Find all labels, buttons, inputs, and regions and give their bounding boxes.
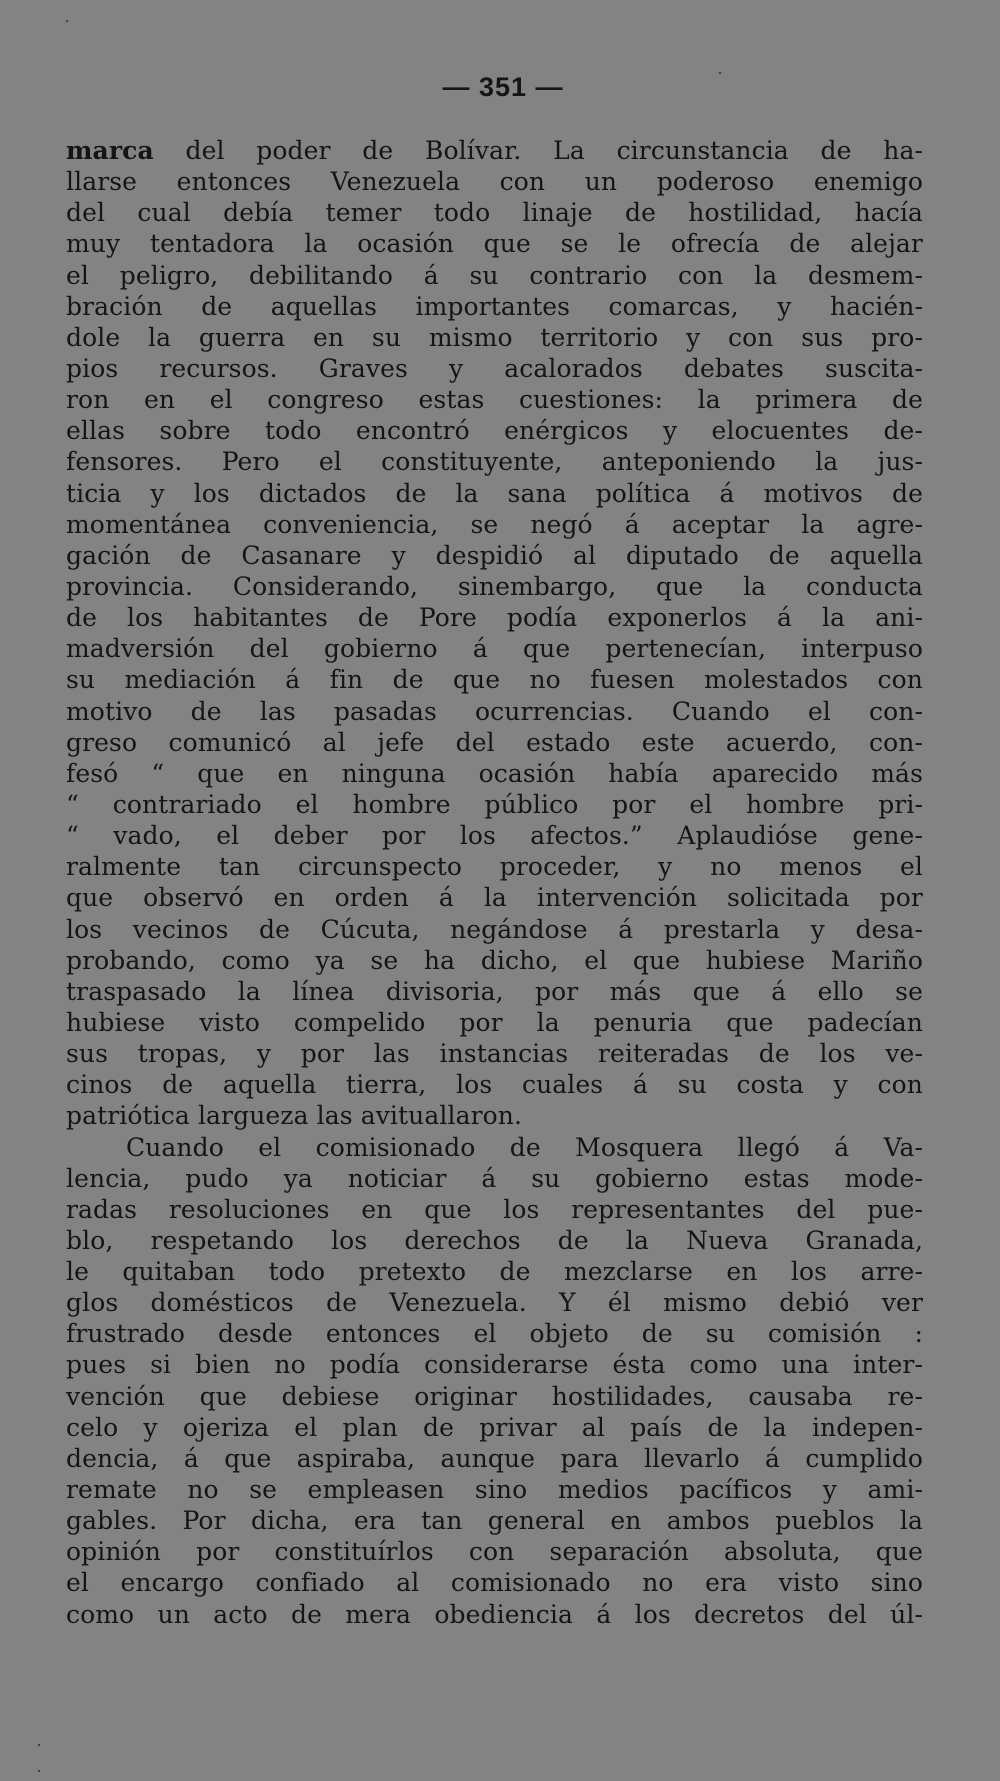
text-line: frustrado desde entonces el objeto de su comisión :	[66, 1319, 923, 1349]
text-line: blo, respetando los derechos de la Nueva Granada,	[66, 1225, 923, 1255]
text-line: le quitaban todo pretexto de mezclarse en los arre-	[66, 1257, 923, 1287]
text-line: “ contrariado el hombre público por el hombre pri-	[66, 789, 923, 819]
paragraph-2	[66, 1132, 923, 1630]
text-line: ron en el congreso estas cuestiones: la primera de	[66, 385, 923, 415]
paper-speck	[66, 20, 68, 22]
paper-speck	[719, 72, 721, 74]
text-line: del cual debía temer todo linaje de hostilidad, hacía	[66, 198, 923, 228]
paper-speck	[38, 1770, 40, 1772]
text-line: gables. Por dicha, era tan general en ambos pueblos la	[66, 1506, 923, 1536]
page-number	[0, 66, 1000, 109]
text-line: opinión por constituírlos con separación absoluta, que	[66, 1537, 923, 1567]
text-line: bración de aquellas importantes comarcas, y hacién-	[66, 291, 923, 321]
text-line: provincia. Considerando, sinembargo, que la conducta	[66, 571, 923, 601]
text-line: “ vado, el deber por los afectos.” Aplaudióse gene-	[66, 821, 923, 851]
text-line: cinos de aquella tierra, los cuales á su costa y con	[66, 1070, 923, 1100]
text-line: los vecinos de Cúcuta, negándose á prestarla y desa-	[66, 914, 923, 944]
text-line: momentánea conveniencia, se negó á aceptar la agre-	[66, 509, 923, 539]
text-line: llarse entonces Venezuela con un poderoso enemigo	[66, 167, 923, 197]
text-line: lencia, pudo ya noticiar á su gobierno estas mode-	[66, 1163, 923, 1193]
text-line: su mediación á fin de que no fuesen molestados con	[66, 665, 923, 695]
page-number-text: — 351 —	[442, 72, 564, 102]
body-text	[66, 135, 923, 1630]
text-line: traspasado la línea divisoria, por más que á ello se	[66, 976, 923, 1006]
text-line: ellas sobre todo encontró enérgicos y elocuentes de-	[66, 416, 923, 446]
text-line: greso comunicó al jefe del estado este acuerdo, con-	[66, 727, 923, 757]
text-line: radas resoluciones en que los representantes del pue-	[66, 1194, 923, 1224]
text-line: marca del poder de Bolívar. La circunstancia de ha-	[66, 136, 923, 165]
text-line: el peligro, debilitando á su contrario con la desmem-	[66, 260, 923, 290]
text-line: patriótica largueza las avituallaron.	[66, 1101, 523, 1131]
text-line: ralmente tan circunspecto proceder, y no menos el	[66, 852, 923, 882]
text-line: dole la guerra en su mismo territorio y con sus pro-	[66, 322, 923, 352]
text-line: hubiese visto compelido por la penuria que padecían	[66, 1007, 923, 1037]
text-line: remate no se empleasen sino medios pacíficos y ami-	[66, 1475, 923, 1505]
text-line: madversión del gobierno á que pertenecían, interpuso	[66, 634, 923, 664]
text-line: probando, como ya se ha dicho, el que hubiese Mariño	[66, 945, 923, 975]
text-line: fensores. Pero el constituyente, anteponiendo la jus-	[66, 447, 923, 477]
paper-speck	[38, 1744, 40, 1746]
text-line: muy tentadora la ocasión que se le ofrecía de alejar	[66, 229, 923, 259]
text-line: de los habitantes de Pore podía exponerlos á la ani-	[66, 603, 923, 633]
text-line: celo y ojeriza el plan de privar al país de la indepen-	[66, 1412, 923, 1442]
text-line: el encargo confiado al comisionado no era visto sino	[66, 1568, 923, 1598]
text-line: glos domésticos de Venezuela. Y él mismo debió ver	[66, 1288, 923, 1318]
text-line: que observó en orden á la intervención solicitada por	[66, 883, 923, 913]
text-line: pues si bien no podía considerarse ésta como una inter-	[66, 1350, 923, 1380]
text-line: motivo de las pasadas ocurrencias. Cuando el con-	[66, 696, 923, 726]
text-line: gación de Casanare y despidió al diputado de aquella	[66, 540, 923, 570]
text-line: como un acto de mera obediencia á los decretos del úl-	[66, 1599, 923, 1629]
paragraph-1	[66, 135, 923, 1132]
text-line: vención que debiese originar hostilidades, causaba re-	[66, 1381, 923, 1411]
text-line: Cuando el comisionado de Mosquera llegó á Va-	[126, 1132, 923, 1162]
text-line: ticia y los dictados de la sana política á motivos de	[66, 478, 923, 508]
text-line: pios recursos. Graves y acalorados debates suscita-	[66, 353, 923, 383]
text-line: sus tropas, y por las instancias reiteradas de los ve-	[66, 1039, 923, 1069]
text-line: fesó “ que en ninguna ocasión había aparecido más	[66, 758, 923, 788]
text-line: dencia, á que aspiraba, aunque para llevarlo á cumplido	[66, 1443, 923, 1473]
